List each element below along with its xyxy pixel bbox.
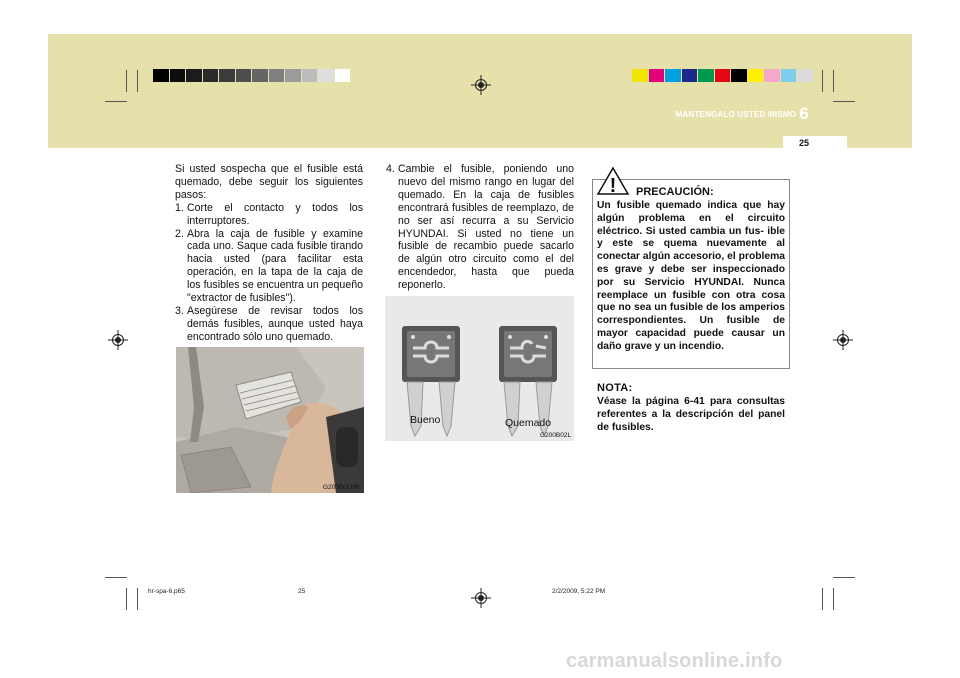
crop-mark	[833, 101, 855, 102]
gray-swatch	[302, 69, 318, 82]
color-swatch	[764, 69, 780, 82]
gray-swatch	[186, 69, 202, 82]
gray-swatch	[335, 69, 351, 82]
color-swatch	[649, 69, 665, 82]
color-swatch	[632, 69, 648, 82]
crop-mark	[137, 588, 138, 610]
footer-date: 2/2/2009, 5:22 PM	[552, 588, 606, 595]
crop-mark	[105, 577, 127, 578]
crop-mark	[833, 70, 834, 92]
crop-mark	[822, 70, 823, 92]
step-number: 4.	[386, 163, 395, 175]
crop-mark	[822, 588, 823, 610]
step-text: Cambie el fusible, poniendo uno nuevo del mismo rango en lugar del quemado. En la caja de fusibles encontrará fusibles de reemplazo, de no ser así recurra a su Servicio HYUNDAI. Si usted no tiene un fusible de recambio puede sacarlo de algún otro circuito como el del encendedor, hasta que pueda reponerlo.	[398, 163, 574, 292]
step-number: 2.	[175, 227, 184, 240]
middle-column	[386, 163, 574, 292]
fuse-removal-illustration	[176, 347, 364, 493]
note-text: Véase la página 6-41 para consultas referentes a la descripción del panel de fusibles.	[597, 396, 785, 433]
warning-triangle-icon	[596, 166, 630, 196]
registration-target-icon	[471, 75, 491, 95]
crop-mark	[105, 101, 127, 102]
step-4	[386, 163, 574, 292]
blown-fuse-label: Quemado	[505, 417, 552, 429]
step-text: Corte el contacto y todos los interruptores.	[187, 201, 363, 227]
color-swatch	[665, 69, 681, 82]
watermark-text: carmanualsonline.info	[566, 650, 783, 672]
figure-code: G200B02L	[540, 432, 572, 439]
registration-target-icon	[108, 330, 128, 350]
color-swatch	[698, 69, 714, 82]
gray-swatch	[285, 69, 301, 82]
step-1	[175, 202, 363, 228]
crop-mark	[126, 588, 127, 610]
step-text: Asegúrese de revisar todos los demás fusibles, aunque usted haya encontrado sólo uno quemado.	[187, 304, 363, 343]
crop-mark	[833, 588, 834, 610]
crop-mark	[126, 70, 127, 92]
note-title: NOTA:	[597, 382, 633, 394]
step-3	[175, 305, 363, 344]
registration-target-icon	[833, 330, 853, 350]
color-calibration-bar	[632, 69, 814, 82]
crop-mark	[833, 577, 855, 578]
color-swatch	[781, 69, 797, 82]
step-number: 3.	[175, 304, 184, 317]
color-swatch	[797, 69, 813, 82]
color-swatch	[731, 69, 747, 82]
gray-swatch	[318, 69, 334, 82]
color-swatch	[748, 69, 764, 82]
fuse-box-photo	[176, 347, 364, 493]
caution-title: PRECAUCIÓN:	[636, 186, 714, 198]
gray-swatch	[236, 69, 252, 82]
gray-swatch	[252, 69, 268, 82]
section-title: MANTENGALO USTED MISMO	[675, 110, 796, 119]
left-column	[175, 163, 363, 344]
intro-paragraph: Si usted sospecha que el fusible está quemado, debe seguir los siguientes pasos:	[175, 163, 363, 201]
registration-target-icon	[471, 588, 491, 608]
chapter-number: 6	[799, 104, 809, 123]
caution-text: Un fusible quemado indica que hay algún problema en el circuito eléctrico. Si usted cambia un fus- ible y este se quema nuevamente al conectar algún accesorio, el problema es grave y debe ser inspeccionado por su Servicio HYUNDAI. Nunca reemplace un fusible con otra cosa que no sea un fusible de los amperios correspondientes. Un fusible de mayor capacidad puede causar un daño grave y un incendio.	[597, 200, 785, 352]
color-swatch	[682, 69, 698, 82]
photo-code: G200B01HR	[323, 484, 360, 491]
color-swatch	[715, 69, 731, 82]
gray-swatch	[269, 69, 285, 82]
svg-text:!: !	[609, 175, 617, 196]
footer-filename: hr-spa-6.p65	[148, 588, 185, 595]
grayscale-calibration-bar	[153, 69, 351, 82]
footer-page: 25	[298, 588, 306, 595]
crop-mark	[137, 70, 138, 92]
page-number: 25	[798, 138, 809, 148]
step-text: Abra la caja de fusible y examine cada uno. Saque cada fusible tirando hacia usted (para facilitar esta operación, en la tapa de la caja de los fusibles se encuentra un pequeño "extractor de fusibles").	[187, 227, 363, 305]
gray-swatch	[170, 69, 186, 82]
step-2	[175, 228, 363, 305]
step-number: 1.	[175, 201, 184, 214]
good-fuse-label: Bueno	[410, 414, 441, 426]
gray-swatch	[219, 69, 235, 82]
gray-swatch	[203, 69, 219, 82]
gray-swatch	[153, 69, 169, 82]
